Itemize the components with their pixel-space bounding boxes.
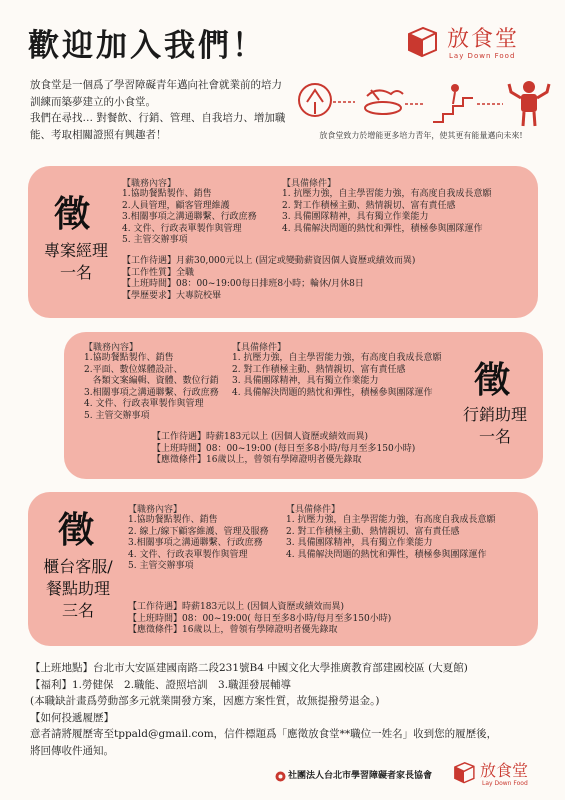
list-item: 5. 主管交辦事項 [122,235,188,246]
job-type-line: 【工作性質】全職 [122,267,195,278]
page-title: 歡迎加入我們！ [28,28,266,64]
duties-list [122,189,282,247]
list-item: 5. 主管交辦事項 [128,561,194,572]
job-title: 專案經理 一名 [43,241,108,282]
footer-brand-logo [452,756,552,796]
list-item: 4. 文件、行政表單製作與管理 [128,549,248,560]
requirements-list [282,189,534,235]
list-item: 1.協助餐點製作、銷售 [84,353,174,363]
box-logo-icon [405,24,439,58]
list-item: 3.相關事項之溝通聯繫、行政庶務 [84,387,219,398]
recruit-char: 徵 [58,509,95,551]
apply-instructions-2: 將回傳收件通知。 [30,744,114,757]
list-item: 2. 對工作積極主動、熱情親切、富有責任感 [282,200,456,211]
intro-text [30,77,290,143]
org-seal-icon [275,767,286,786]
salary-line: 【工作待遇】時薪183元以上 (因個人資歷或績效而異) [128,602,345,612]
list-item: 4. 具備解決問題的熱忱和彈性，積極參與團隊運作 [282,223,483,234]
list-item: 1. 抗壓力強，自主學習能力強，有高度自我成長意願 [232,353,442,363]
apply-heading: 【如何投遞履歷】 [30,711,114,724]
list-item: 3.相關事項之溝通聯繫、行政庶務 [128,538,263,549]
brand-logo [405,22,555,72]
growth-path-illustration [293,78,555,128]
hours-line: 【上班時間】08：00~19:00每日排班8小時；輪休/月休8日 [122,279,364,290]
footer-info [30,660,550,759]
requirements-heading: 【具備條件】 [286,505,341,515]
duties-block [84,340,234,423]
apply-instructions: 意者請將履歷寄至tppald@gmail.com，信件標題爲「應徵放食堂**職位一姓名」收到您的履歷後， [30,728,498,740]
logo-subtext: Lay Down Food [449,52,516,60]
stairs-climber-icon [433,84,473,122]
requirements-block [232,340,468,399]
job-card-project-manager [28,166,538,318]
job-title: 行銷助理 一名 [462,405,527,446]
duties-block [128,502,288,573]
intro-paragraph-2: 我們在尋找… 對餐飲、行銷、管理、自我培力、增加職能、考取相關證照有興趣者！ [30,112,286,141]
requirements-heading: 【具備條件】 [282,179,337,189]
strong-person-icon [509,81,549,126]
work-location: 【上班地點】台北市大安區建國南路二段231號B4 中國文化大學推廣教育部建國校區 (大夏館) [30,662,468,674]
intro-paragraph-1: 放食堂是一個爲了學習障礙青年邁向社會就業前的培力訓練而築夢建立的小食堂。 [30,79,282,108]
list-item: 1.協助餐點製作、銷售 [128,515,218,525]
logo-text: 放食堂 [480,761,529,780]
program-note: (本職缺計畫爲勞動部多元就業開發方案，因應方案性質，故無提撥勞退金。) [30,695,380,707]
list-item: 2.人員管理，顧客管理維護 [122,200,230,211]
box-logo-icon [452,760,476,784]
salary-line: 【工作待遇】月薪30,000元以上 (固定或變動薪資因個人資歷或績效而異) [122,256,416,266]
list-item: 3. 具備團隊精神，具有獨立作業能力 [282,212,429,223]
list-item: 5. 主管交辦事項 [84,410,150,421]
duties-heading: 【職務內容】 [84,343,139,353]
list-item: 3.相關事項之溝通聯繫、行政庶務 [122,212,257,223]
list-item: 4. 具備解決問題的熱忱和彈性，積極參與團隊運作 [286,549,487,560]
requirements-block [282,176,534,235]
requirements-list [286,515,536,561]
list-item: 各類文案編輯、資體、數位行銷 [84,376,219,387]
list-item: 4. 文件、行政表單製作與管理 [84,399,204,410]
organization-name: 社團法人台北市學習障礙者家長協會 [288,771,433,781]
recruit-char: 徵 [54,193,91,235]
requirements-heading: 【具備條件】 [232,343,287,353]
list-item: 3. 具備團隊精神，具有獨立作業能力 [232,376,379,387]
eligibility-line: 【應徵條件】16歲以上，曾領有學障證明者優先錄取 [128,625,338,636]
job-info [128,602,391,637]
benefits: 【福利】1.勞健保 2.職能、證照培訓 3.職涯發展輔導 [30,678,292,691]
eligibility-line: 【應徵條件】16歲以上，曾領有學障證明者優先錄取 [152,455,362,466]
education-line: 【學歷要求】大專院校畢 [122,290,222,301]
requirements-block [286,502,536,561]
job-card-marketing-assistant [64,332,543,479]
list-item: 4. 具備解決問題的熱忱和彈性，積極參與團隊運作 [232,387,433,398]
requirements-list [232,353,468,399]
cooking-icon [365,90,403,114]
duties-list [84,353,234,423]
list-item: 4. 文件、行政表單製作與管理 [122,223,242,234]
duties-list [128,515,288,573]
job-card-counter-service [28,492,538,646]
logo-subtext: Lay Down Food [482,780,528,787]
list-item: 2. 線上/線下顧客維護、管理及服務 [128,526,269,537]
job-info [122,256,415,302]
list-item: 1. 抗壓力強，自主學習能力強，有高度自我成長意願 [286,515,496,525]
list-item: 2.平面、數位媒體設計、 [84,364,183,375]
hours-line: 【上班時間】08：00~19:00 (每日至多8小時/每月至多150小時) [152,443,416,454]
hours-line: 【上班時間】08：00~19:00( 每日至多8小時/每月至多150小時) [128,613,392,624]
logo-text: 放食堂 [447,27,520,52]
duties-heading: 【職務內容】 [122,179,177,189]
job-title: 櫃台客服/ 餐點助理 三名 [43,557,113,620]
job-info [152,432,415,467]
list-item: 2. 對工作積極主動、熱情親切、富有責任感 [286,526,460,537]
duties-heading: 【職務內容】 [128,505,183,515]
list-item: 1. 抗壓力強，自主學習能力強，有高度自我成長意願 [282,189,492,199]
salary-line: 【工作待遇】時薪183元以上 (因個人資歷或績效而異) [152,432,369,442]
path-caption: 放食堂致力於增能更多培力青年，使其更有能量邁向未來! [319,131,523,140]
duties-block [122,176,282,247]
mind-head-icon [299,84,331,116]
recruit-char: 徵 [474,359,511,401]
list-item: 1.協助餐點製作、銷售 [122,189,212,199]
list-item: 3. 具備團隊精神，具有獨立作業能力 [286,538,433,549]
list-item: 2. 對工作積極主動、熱情親切、富有責任感 [232,364,406,375]
